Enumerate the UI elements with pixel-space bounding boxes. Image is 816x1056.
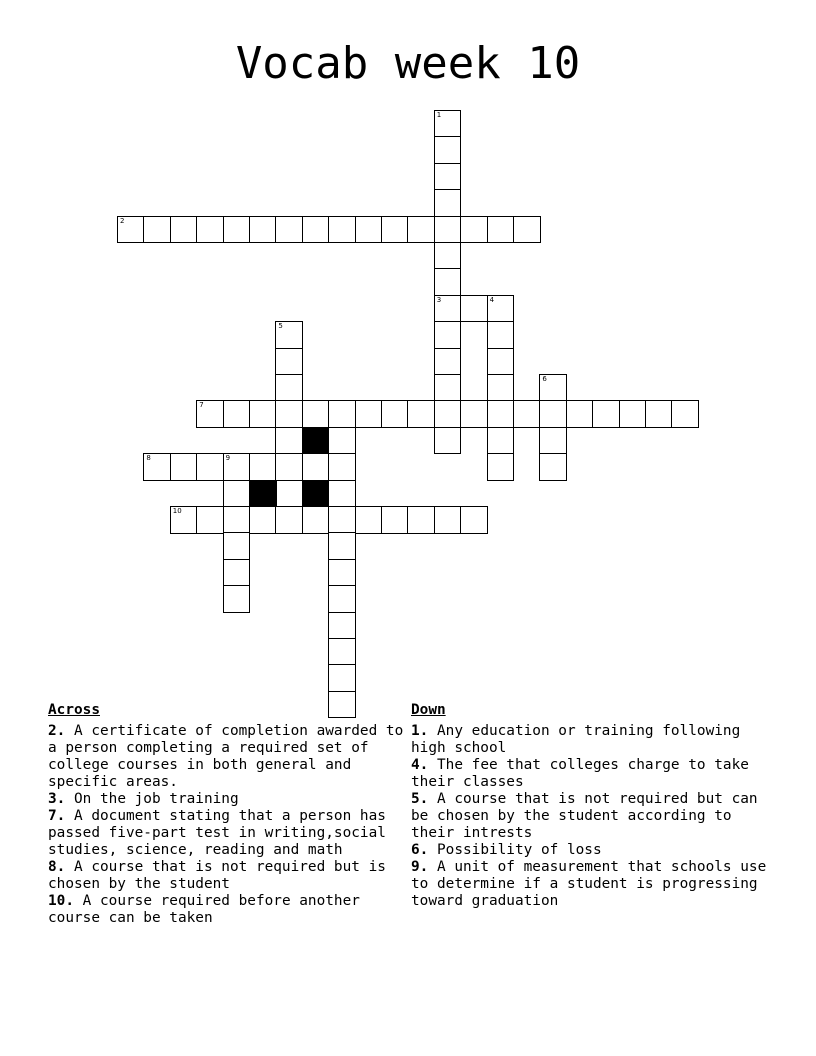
grid-cell[interactable] [592,400,620,428]
grid-cell[interactable] [117,216,145,244]
grid-cell[interactable] [487,374,515,402]
grid-cell[interactable] [355,216,383,244]
grid-cell[interactable] [196,506,224,534]
grid-cell[interactable] [539,427,567,455]
grid-cell[interactable] [275,453,303,481]
grid-cell[interactable] [170,453,198,481]
clue-text: Any education or training following high school [411,723,741,756]
black-cell [302,427,330,455]
grid-cell[interactable] [671,400,699,428]
down-clue-4 [411,757,771,791]
grid-cell[interactable] [487,400,515,428]
down-clue-5 [411,791,771,842]
black-cell [249,480,277,508]
grid-cell[interactable] [434,216,462,244]
across-clue-3 [48,791,410,808]
grid-cell[interactable] [434,110,462,138]
grid-cell[interactable] [434,506,462,534]
grid-cell[interactable] [619,400,647,428]
grid-cell[interactable] [487,321,515,349]
grid-cell[interactable] [434,427,462,455]
clue-number: 1. [411,723,429,739]
grid-cell[interactable] [381,400,409,428]
clue-text: On the job training [74,791,239,807]
grid-cell[interactable] [407,216,435,244]
cell-number: 7 [199,401,204,410]
grid-cell[interactable] [539,453,567,481]
grid-cell[interactable] [487,348,515,376]
cell-number: 1 [436,111,442,119]
clue-text: A course that is not required but is chosen by the student [48,859,386,892]
cell-number: 5 [278,322,283,331]
grid-cell[interactable] [645,400,673,428]
grid-cell[interactable] [434,136,462,164]
grid-cell[interactable] [223,532,251,560]
cell-number: 8 [146,454,151,463]
clue-number: 6. [411,842,429,858]
grid-cell[interactable] [302,453,330,481]
cell-number: 3 [436,295,442,304]
clue-text: A course that is not required but can be chosen by the student according to their intrests [411,791,758,841]
grid-cell[interactable] [513,216,541,244]
clue-number: 5. [411,791,429,807]
clue-text: A unit of measurement that schools use to determine if a student is progressing toward graduation [411,859,767,909]
grid-cell[interactable] [302,400,330,428]
grid-cell[interactable] [223,453,251,481]
grid-cell[interactable] [328,506,356,534]
grid-cell[interactable] [328,638,356,666]
grid-cell[interactable] [302,216,330,244]
grid-cell[interactable] [275,480,303,508]
grid-cell[interactable] [539,374,567,402]
clue-text: The fee that colleges charge to take their classes [411,757,749,790]
grid-cell[interactable] [275,216,303,244]
grid-cell[interactable] [328,612,356,640]
grid-cell[interactable] [566,400,594,428]
grid-cell[interactable] [355,400,383,428]
grid-cell[interactable] [487,453,515,481]
across-heading: Across [48,702,100,718]
grid-cell[interactable] [513,400,541,428]
grid-cell[interactable] [223,559,251,587]
grid-cell[interactable] [434,321,462,349]
clue-number: 7. [48,808,66,824]
page-title: Vocab week 10 [235,38,581,89]
across-clue-10 [48,893,410,927]
clue-number: 9. [411,859,429,875]
black-cell [302,480,330,508]
grid-cell[interactable] [434,189,462,217]
grid-cell[interactable] [487,427,515,455]
grid-cell[interactable] [434,242,462,270]
grid-cell[interactable] [407,506,435,534]
grid-cell[interactable] [539,400,567,428]
grid-cell[interactable] [302,506,330,534]
clue-number: 3. [48,791,66,807]
grid-cell[interactable] [460,506,488,534]
grid-cell[interactable] [328,585,356,613]
grid-cell[interactable] [196,453,224,481]
grid-cell[interactable] [143,216,171,244]
grid-cell[interactable] [407,400,435,428]
grid-cell[interactable] [275,321,303,349]
grid-cell[interactable] [381,506,409,534]
grid-cell[interactable] [275,348,303,376]
clue-number: 8. [48,859,66,875]
grid-cell[interactable] [249,400,277,428]
grid-cell[interactable] [170,506,198,534]
down-heading: Down [411,702,446,718]
clue-number: 2. [48,723,66,739]
across-clue-2 [48,723,410,791]
grid-cell[interactable] [434,268,462,296]
grid-cell[interactable] [275,400,303,428]
grid-cell[interactable] [223,506,251,534]
grid-cell[interactable] [328,559,356,587]
grid-cell[interactable] [328,453,356,481]
clue-text: A document stating that a person has passed five-part test in writing,social studies, science, reading and math [48,808,386,858]
grid-cell[interactable] [355,506,383,534]
grid-cell[interactable] [381,216,409,244]
grid-cell[interactable] [196,400,224,428]
grid-cell[interactable] [143,453,171,481]
grid-cell[interactable] [170,216,198,244]
down-clues [411,702,771,910]
cell-number: 6 [542,375,547,383]
grid-cell[interactable] [328,400,356,428]
grid-cell[interactable] [460,216,488,244]
grid-cell[interactable] [249,506,277,534]
grid-cell[interactable] [328,532,356,560]
grid-cell[interactable] [328,216,356,244]
grid-cell[interactable] [487,295,515,323]
clue-number: 10. [48,893,74,909]
grid-cell[interactable] [460,400,488,428]
clue-text: A certificate of completion awarded to a person completing a required set of college courses in both general and specific areas. [48,723,404,790]
across-clues [48,702,410,927]
down-clue-1 [411,723,771,757]
cell-number: 4 [489,295,495,304]
grid-cell[interactable] [434,163,462,191]
cell-number: 9 [225,454,231,463]
down-clue-6 [411,842,771,859]
clue-number: 4. [411,757,429,773]
down-clue-9 [411,859,771,910]
across-clue-8 [48,859,410,893]
grid-cell[interactable] [223,585,251,613]
cell-number: 10 [172,507,182,515]
grid-cell[interactable] [249,453,277,481]
clue-text: A course required before another course can be taken [48,893,360,926]
grid-cell[interactable] [328,480,356,508]
grid-cell[interactable] [434,400,462,428]
grid-cell[interactable] [328,427,356,455]
grid-cell[interactable] [196,216,224,244]
across-clue-7 [48,808,410,859]
grid-cell[interactable] [275,374,303,402]
grid-cell[interactable] [487,216,515,244]
grid-cell[interactable] [275,427,303,455]
grid-cell[interactable] [460,295,488,323]
cell-number: 2 [120,216,125,225]
grid-cell[interactable] [223,216,251,244]
clue-text: Possibility of loss [437,842,602,858]
grid-cell[interactable] [434,348,462,376]
grid-cell[interactable] [434,295,462,323]
grid-cell[interactable] [275,506,303,534]
grid-cell[interactable] [223,400,251,428]
grid-cell[interactable] [249,216,277,244]
grid-cell[interactable] [328,664,356,692]
grid-cell[interactable] [223,480,251,508]
grid-cell[interactable] [434,374,462,402]
